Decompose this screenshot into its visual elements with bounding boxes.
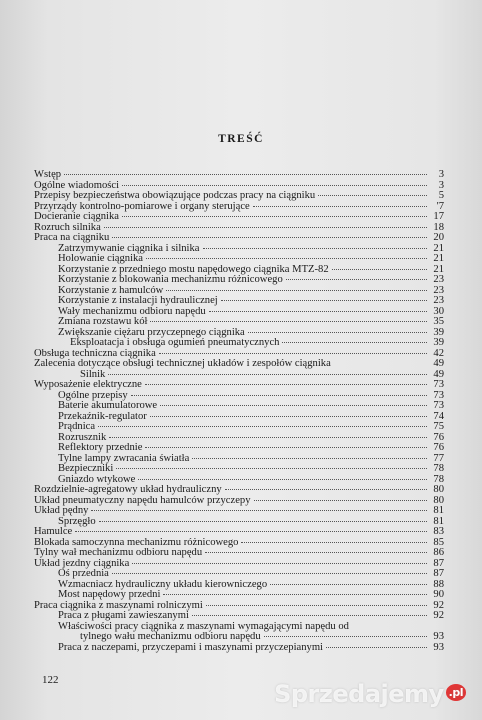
dot-leader xyxy=(221,300,427,301)
toc-entry-title: Tylne lampy zwracania światła xyxy=(58,452,190,464)
toc-entry-page: 81 xyxy=(433,515,444,527)
dot-leader xyxy=(326,647,427,648)
toc-entry xyxy=(34,212,444,223)
toc-entry-page: 81 xyxy=(433,505,444,516)
toc-entry-page: 78 xyxy=(433,463,444,474)
watermark-text: Sprzedajemy xyxy=(274,680,444,708)
toc-entry-title: Przekaźnik-regulator xyxy=(58,410,147,422)
toc-entry-page: 76 xyxy=(433,442,444,453)
toc-entry xyxy=(34,443,444,454)
toc-entry xyxy=(34,191,444,202)
dot-leader xyxy=(160,405,427,406)
toc-entry-page: 73 xyxy=(433,389,444,401)
page-number: 122 xyxy=(42,674,59,686)
toc-entry xyxy=(34,359,444,370)
dot-leader xyxy=(64,174,427,175)
toc-entry-title: Wzmacniacz hydrauliczny układu kierowniczego xyxy=(58,578,268,590)
toc-entry xyxy=(34,317,444,328)
toc-entry-page: 5 xyxy=(438,190,444,201)
toc-entry-title: Docieranie ciągnika xyxy=(34,211,119,222)
toc-entry-page: 49 xyxy=(433,368,444,380)
toc-entry-page: 20 xyxy=(433,232,444,243)
toc-entry xyxy=(34,590,444,601)
toc-entry-page: 80 xyxy=(433,484,444,495)
dot-leader xyxy=(206,605,427,606)
toc-entry-page: 83 xyxy=(433,526,444,537)
dot-leader xyxy=(150,321,427,322)
toc-entry-page: 21 xyxy=(433,263,444,275)
toc-entry-title: Rozruch silnika xyxy=(34,221,101,233)
toc-entry xyxy=(34,632,444,643)
toc-entry-title: Eksploatacja i obsługa ogumień pneumatycznych xyxy=(70,337,280,348)
toc-entry-page: '7 xyxy=(436,200,444,212)
toc-entry-title: Most napędowy przedni xyxy=(58,589,161,600)
toc-entry-page: 87 xyxy=(433,568,444,579)
toc-entry-page: 87 xyxy=(433,557,444,569)
dot-leader xyxy=(112,237,427,238)
toc-entry xyxy=(34,254,444,265)
toc-entry-title: Tylny wał mechanizmu odbioru napędu xyxy=(34,547,203,558)
toc-entry-page: 49 xyxy=(433,358,444,369)
toc-entry-title: Korzystanie z blokowania mechanizmu różnicowego xyxy=(58,274,283,285)
toc-entry xyxy=(34,275,444,286)
toc-entry-page: 21 xyxy=(433,253,444,264)
dot-leader xyxy=(99,521,427,522)
dot-leader xyxy=(248,332,427,333)
dot-leader xyxy=(98,426,427,427)
toc-entry-page: 90 xyxy=(433,589,444,600)
toc-entry-page: 39 xyxy=(433,337,444,348)
toc-entry-title: Układ pędny xyxy=(34,505,89,516)
toc-entry-title: Korzystanie z hamulców xyxy=(58,284,164,296)
dot-leader xyxy=(192,615,427,616)
dot-leader xyxy=(264,636,427,637)
dot-leader xyxy=(163,594,427,595)
toc-entry-title: Układ pneumatyczny napędu hamulców przyczepy xyxy=(34,494,251,506)
dot-leader xyxy=(122,185,427,186)
toc-entry-page: 92 xyxy=(433,610,444,621)
dot-leader xyxy=(116,468,427,469)
dot-leader xyxy=(205,552,427,553)
toc-entry xyxy=(34,517,444,528)
toc-entry-page: 3 xyxy=(438,179,444,191)
toc-entry xyxy=(34,401,444,412)
dot-leader xyxy=(270,584,427,585)
dot-leader xyxy=(332,269,427,270)
toc-entry-title: Hamulce xyxy=(34,526,73,537)
toc-entry-title: Silnik xyxy=(80,368,106,380)
toc-entry-page: 93 xyxy=(433,631,444,642)
toc-entry xyxy=(34,296,444,307)
dot-leader xyxy=(254,500,428,501)
toc-entry-page: 85 xyxy=(433,536,444,548)
toc-entry-page: 93 xyxy=(433,641,444,653)
toc-entry xyxy=(34,611,444,622)
toc-entry-title: Obsługa techniczna ciągnika xyxy=(34,347,156,359)
dot-leader xyxy=(282,342,427,343)
toc-entry-title: Prądnica xyxy=(58,421,96,432)
toc-entry-title: Praca na ciągniku xyxy=(34,232,110,243)
toc-entry-title: Ogólne przepisy xyxy=(58,389,128,401)
page-title: TREŚĆ xyxy=(218,133,264,145)
toc-entry-title: Baterie akumulatorowe xyxy=(58,400,158,411)
toc-entry-title: Sprzęgło xyxy=(58,515,96,527)
dot-leader xyxy=(131,395,427,396)
dot-leader xyxy=(145,384,427,385)
toc-entry-title: Praca ciągnika z maszynami rolniczymi xyxy=(34,599,203,611)
toc-entry-title: Zmiana rozstawu kół xyxy=(58,316,148,327)
toc-entry xyxy=(34,643,444,654)
toc-entry-title: Zwiększanie ciężaru przyczepnego ciągnika xyxy=(58,326,245,338)
toc-entry-title: Zatrzymywanie ciągnika i silnika xyxy=(58,242,200,254)
dot-leader xyxy=(146,258,427,259)
toc-entry-page: 23 xyxy=(433,295,444,306)
toc-entry-page: 86 xyxy=(433,547,444,558)
dot-leader xyxy=(108,374,427,375)
toc-entry xyxy=(34,338,444,349)
toc-entry-page: 23 xyxy=(433,274,444,285)
toc-entry-title: Gniazdo wtykowe xyxy=(58,473,136,485)
dot-leader xyxy=(203,248,428,249)
toc-entry-page: 73 xyxy=(433,379,444,390)
toc-entry xyxy=(34,485,444,496)
toc-entry xyxy=(34,548,444,559)
toc-entry-page: 73 xyxy=(433,400,444,411)
toc-entry-page: 78 xyxy=(433,473,444,485)
dot-leader xyxy=(138,479,427,480)
toc-entry-title: Rozrusznik xyxy=(58,431,107,443)
dot-leader xyxy=(145,447,427,448)
dot-leader xyxy=(104,227,427,228)
watermark-tld: .pl xyxy=(446,684,466,701)
toc-entry-page: 75 xyxy=(433,421,444,432)
dot-leader xyxy=(241,542,427,543)
toc-entry-title: Ogólne wiadomości xyxy=(34,179,120,191)
dot-leader xyxy=(132,563,427,564)
toc-entry xyxy=(34,422,444,433)
toc-entry-page: 92 xyxy=(433,599,444,611)
toc-entry-page: 76 xyxy=(433,431,444,443)
toc-entry xyxy=(34,412,444,423)
toc-entry-title: Wyposażenie elektryczne xyxy=(34,379,142,390)
toc-entry xyxy=(34,506,444,517)
dot-leader xyxy=(122,216,427,217)
dot-leader xyxy=(91,510,427,511)
toc-entry-page: 39 xyxy=(433,326,444,338)
toc-entry-page: 17 xyxy=(433,211,444,222)
toc-entry-title: Wstęp xyxy=(34,169,62,180)
watermark-logo xyxy=(274,680,466,708)
dot-leader xyxy=(209,311,427,312)
toc-entry-title: Właściwości pracy ciągnika z maszynami wymagającymi napędu od xyxy=(58,620,349,632)
dot-leader xyxy=(159,353,427,354)
dot-leader xyxy=(286,279,427,280)
toc-entry-title: Zalecenia dotyczące obsługi technicznej układów i zespołów ciągnika xyxy=(34,358,331,369)
dot-leader xyxy=(150,416,427,417)
dot-leader xyxy=(166,290,427,291)
toc-entry xyxy=(34,496,444,507)
toc-entry-page: 18 xyxy=(433,221,444,233)
toc-entry-title: Korzystanie z przedniego mostu napędowego ciągnika MTZ-82 xyxy=(58,263,329,275)
toc-entry-title: tylnego wału mechanizmu odbioru napędu xyxy=(80,631,261,642)
toc-entry-page: 35 xyxy=(433,316,444,327)
toc-entry-title: Korzystanie z instalacji hydraulicznej xyxy=(58,295,218,306)
dot-leader xyxy=(253,206,427,207)
toc-entry-title: Bezpieczniki xyxy=(58,463,114,474)
toc-entry-title: Oś przednia xyxy=(58,568,109,579)
toc-entry-title: Wały mechanizmu odbioru napędu xyxy=(58,305,206,317)
toc-entry-page: 23 xyxy=(433,284,444,296)
toc-entry-page: 42 xyxy=(433,347,444,359)
toc-entry xyxy=(34,233,444,244)
dot-leader xyxy=(225,489,427,490)
toc-entry-page: 21 xyxy=(433,242,444,254)
dot-leader xyxy=(318,195,427,196)
toc-entry-page: 77 xyxy=(433,452,444,464)
toc-entry xyxy=(34,464,444,475)
toc-entry-title: Przyrządy kontrolno-pomiarowe i organy sterujące xyxy=(34,200,250,212)
toc-entry-page: 3 xyxy=(438,169,444,180)
toc-entry xyxy=(34,380,444,391)
toc-entry-title: Układ jezdny ciągnika xyxy=(34,557,130,569)
dot-leader xyxy=(112,573,427,574)
toc-entry xyxy=(34,527,444,538)
toc-entry-title: Rozdzielnie-agregatowy układ hydrauliczny xyxy=(34,484,222,495)
toc-entry xyxy=(34,170,444,181)
dot-leader xyxy=(192,458,427,459)
toc-entry-page: 80 xyxy=(433,494,444,506)
toc-entry-page: 88 xyxy=(433,578,444,590)
toc-entry-title: Praca z naczepami, przyczepami i maszynami przyczepianymi xyxy=(58,641,324,653)
toc-entry-title: Reflektory przednie xyxy=(58,442,143,453)
toc-entry-title: Przepisy bezpieczeństwa obowiązujące podczas pracy na ciągniku xyxy=(34,190,316,201)
toc-entry-page: 74 xyxy=(433,410,444,422)
toc-entry-title: Blokada samoczynna mechanizmu różnicowego xyxy=(34,536,239,548)
dot-leader xyxy=(109,437,427,438)
table-of-contents xyxy=(34,170,444,653)
toc-entry-title: Praca z pługami zawieszanymi xyxy=(58,610,189,621)
toc-entry-title: Holowanie ciągnika xyxy=(58,253,144,264)
toc-entry xyxy=(34,569,444,580)
dot-leader xyxy=(75,531,427,532)
toc-entry-page: 30 xyxy=(433,305,444,317)
